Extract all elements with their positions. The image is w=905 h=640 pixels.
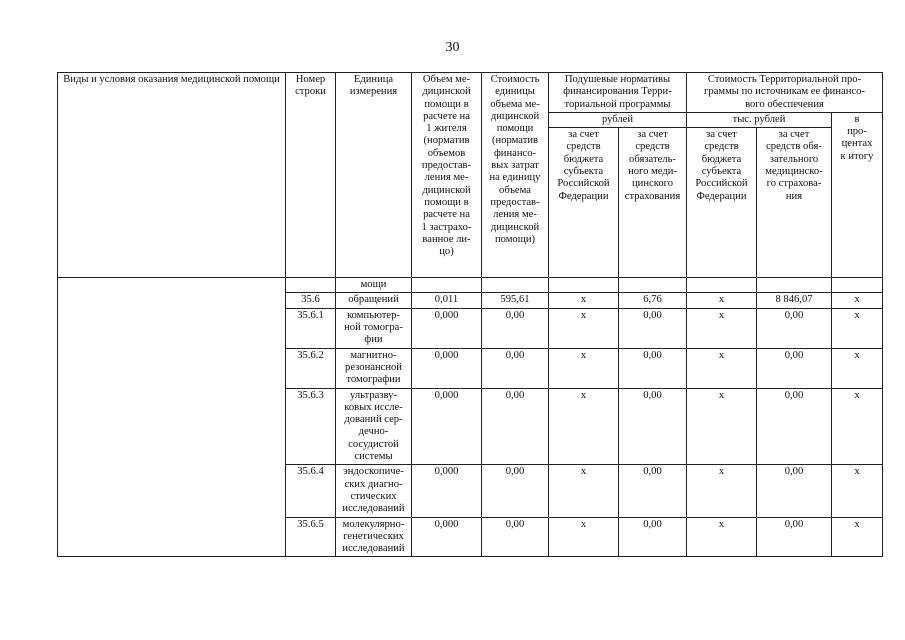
budget-thousand-cell: х [687, 348, 757, 388]
unit-cell: обращений [336, 293, 412, 308]
percent-cell: х [832, 517, 883, 557]
header-row-1 [58, 73, 883, 113]
continuation-row [58, 278, 883, 293]
percent-cell [832, 278, 883, 293]
percent-cell: х [832, 388, 883, 465]
header-per-capita: Подушевые нормативы финансирования Терри- ториальной программы [549, 73, 687, 113]
cost-cell: 595,61 [482, 293, 549, 308]
oms-thousand-cell: 0,00 [757, 465, 832, 517]
row-number-cell: 35.6 [286, 293, 336, 308]
oms-thousand-cell: 0,00 [757, 388, 832, 465]
unit-cell: молекулярно- генетических исследований [336, 517, 412, 557]
header-thousand-rubles: тыс. рублей [687, 112, 832, 127]
header-budget-thousand: за счет средств бюджета субъекта Российской Федерации [687, 128, 757, 278]
unit-cell: эндоскопиче- ских диагно- стических исследований [336, 465, 412, 517]
oms-thousand-cell: 0,00 [757, 517, 832, 557]
oms-rub-cell: 0,00 [619, 465, 687, 517]
cost-cell [482, 278, 549, 293]
oms-thousand-cell: 0,00 [757, 308, 832, 348]
header-type: Виды и условия оказания медицинской помощи [58, 73, 286, 278]
header-cost: Стоимость единицы объема ме- дицинской помощи (норматив финансо- вых затрат на единицу объема предостав- ления ме- дицинской помощи) [482, 73, 549, 278]
header-budget-rub: за счет средств бюджета субъекта Российской Федерации [549, 128, 619, 278]
row-number-cell: 35.6.1 [286, 308, 336, 348]
budget-rub-cell: х [549, 388, 619, 465]
budget-thousand-cell: х [687, 388, 757, 465]
budget-thousand-cell: х [687, 465, 757, 517]
header-rubles: рублей [549, 112, 687, 127]
cost-cell: 0,00 [482, 465, 549, 517]
budget-rub-cell: х [549, 517, 619, 557]
oms-rub-cell: 0,00 [619, 517, 687, 557]
percent-cell: х [832, 308, 883, 348]
oms-rub-cell: 0,00 [619, 388, 687, 465]
unit-cell: мощи [336, 278, 412, 293]
unit-cell: магнитно- резонансной томографии [336, 348, 412, 388]
financing-table [57, 72, 883, 557]
oms-rub-cell: 0,00 [619, 308, 687, 348]
oms-rub-cell [619, 278, 687, 293]
cost-cell: 0,00 [482, 308, 549, 348]
volume-cell [412, 278, 482, 293]
oms-thousand-cell: 8 846,07 [757, 293, 832, 308]
header-percent: в про- центах к итогу [832, 112, 883, 277]
budget-thousand-cell: х [687, 517, 757, 557]
header-territorial-cost: Стоимость Территориальной про- граммы по источникам ее финансо- вого обеспечения [687, 73, 883, 113]
volume-cell: 0,011 [412, 293, 482, 308]
budget-thousand-cell [687, 278, 757, 293]
unit-cell: компьютер- ной томогра- фии [336, 308, 412, 348]
cost-cell: 0,00 [482, 517, 549, 557]
volume-cell: 0,000 [412, 308, 482, 348]
budget-rub-cell: х [549, 308, 619, 348]
oms-rub-cell: 6,76 [619, 293, 687, 308]
budget-rub-cell: х [549, 465, 619, 517]
row-number-cell: 35.6.3 [286, 388, 336, 465]
header-oms-rub: за счет средств обязатель- ного меди- цинского страхования [619, 128, 687, 278]
volume-cell: 0,000 [412, 465, 482, 517]
header-oms-thousand: за счет средств обя- зательного медицинско- го страхова- ния [757, 128, 832, 278]
cost-cell: 0,00 [482, 348, 549, 388]
budget-rub-cell [549, 278, 619, 293]
unit-cell: ультразву- ковых иссле- дований сер- дечно- сосудистой системы [336, 388, 412, 465]
budget-thousand-cell: х [687, 308, 757, 348]
budget-rub-cell: х [549, 348, 619, 388]
page-number: 30 [445, 40, 460, 55]
row-number-cell: 35.6.4 [286, 465, 336, 517]
row-number-cell: 35.6.5 [286, 517, 336, 557]
type-cell [58, 278, 286, 557]
oms-rub-cell: 0,00 [619, 348, 687, 388]
percent-cell: х [832, 348, 883, 388]
header-volume: Объем ме- дицинской помощи в расчете на 1 жителя (норматив объемов предостав- ления ме- дицинской помощи в расчете на 1 застрахо- ванное ли- цо) [412, 73, 482, 278]
volume-cell: 0,000 [412, 388, 482, 465]
cost-cell: 0,00 [482, 388, 549, 465]
percent-cell: х [832, 293, 883, 308]
percent-cell: х [832, 465, 883, 517]
volume-cell: 0,000 [412, 517, 482, 557]
row-number-cell [286, 278, 336, 293]
volume-cell: 0,000 [412, 348, 482, 388]
header-unit: Единица измерения [336, 73, 412, 278]
oms-thousand-cell [757, 278, 832, 293]
row-number-cell: 35.6.2 [286, 348, 336, 388]
oms-thousand-cell: 0,00 [757, 348, 832, 388]
budget-rub-cell: х [549, 293, 619, 308]
budget-thousand-cell: х [687, 293, 757, 308]
header-row-number: Номер строки [286, 73, 336, 278]
